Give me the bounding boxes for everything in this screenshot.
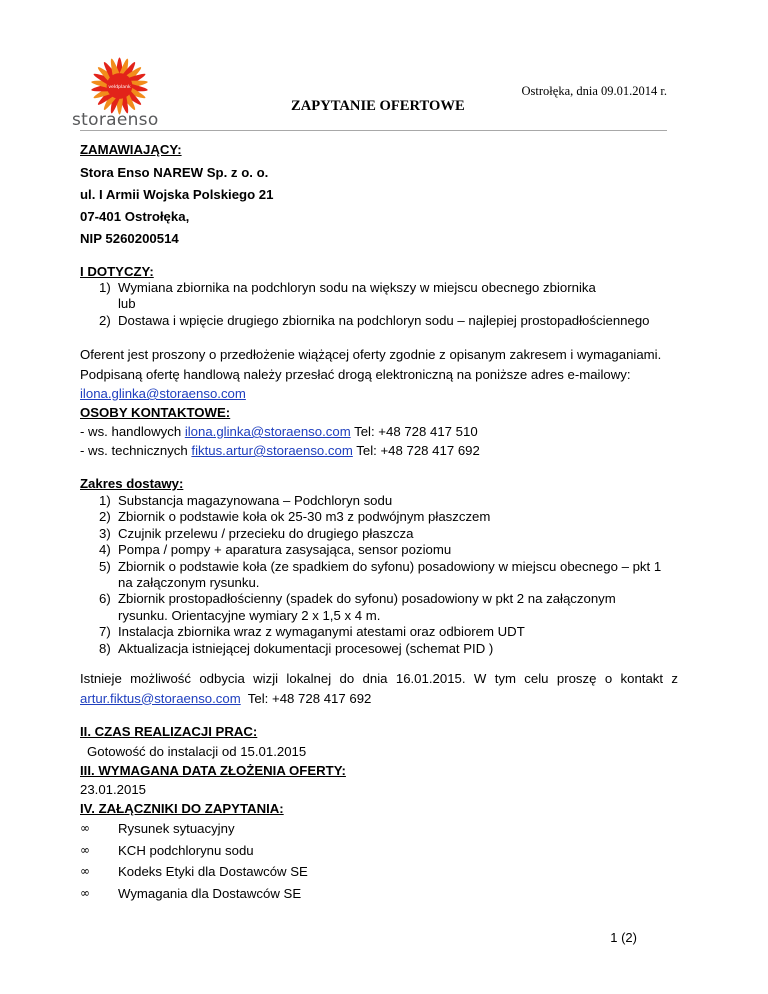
- document-title: ZAPYTANIE OFERTOWE: [291, 98, 465, 114]
- list-number: 1): [99, 493, 111, 508]
- list-number: 4): [99, 542, 111, 558]
- list-item-text: Zbiornik o podstawie koła (ze spadkiem do syfonu) posadowiony w miejscu obecnego – pkt 1: [118, 558, 662, 574]
- list-item: [80, 591, 661, 624]
- list-item-text: Zbiornik o podstawie koła ok 25-30 m3 z podwójnym płaszczem: [118, 509, 491, 525]
- bullet-icon: ∞: [80, 864, 90, 878]
- tech-email-link[interactable]: fiktus.artur@storaenso.com: [191, 443, 353, 458]
- attachment-name: Rysunek sytuacyjny: [118, 821, 235, 836]
- page-number: 1 (2): [610, 930, 637, 945]
- list-item: [80, 840, 308, 862]
- list-item: [80, 883, 308, 905]
- site-visit-paragraph: [80, 669, 678, 708]
- list-number: 8): [99, 640, 111, 656]
- attachments-heading: IV. ZAŁĄCZNIKI DO ZAPYTANIA:: [80, 801, 284, 816]
- buyer-heading: ZAMAWIAJĄCY:: [80, 142, 182, 157]
- timeline-heading: II. CZAS REALIZACJI PRAC:: [80, 724, 258, 739]
- attachments-list: [80, 818, 308, 904]
- list-number: 3): [99, 525, 111, 541]
- list-number: 7): [99, 624, 111, 640]
- list-item: [80, 818, 308, 840]
- bullet-icon: ∞: [80, 821, 90, 835]
- list-number: 2): [99, 509, 111, 525]
- site-visit-tel: Tel: +48 728 417 692: [240, 690, 372, 706]
- list-number: 6): [99, 591, 111, 607]
- or-text: lub: [118, 296, 136, 312]
- subject-list: [80, 280, 650, 329]
- list-item-text: Zbiornik prostopadłościenny (spadek do syfonu) posadowiony w pkt 2 na załączonym: [118, 591, 616, 607]
- logo-wordmark: storaenso: [72, 110, 159, 130]
- list-item-text: Substancja magazynowana – Podchloryn sodu: [118, 493, 393, 508]
- list-number: 5): [99, 558, 111, 574]
- attachment-name: Wymagania dla Dostawców SE: [118, 885, 302, 901]
- bullet-icon: ∞: [80, 842, 90, 857]
- place-date: Ostrołęka, dnia 09.01.2014 r.: [521, 84, 667, 98]
- list-item-continuation: rysunku. Orientacyjne wymiary 2 x 1,5 x 4 m.: [118, 607, 381, 623]
- contact-trade-label: - ws. handlowych: [80, 424, 185, 439]
- contact-trade: [80, 424, 478, 439]
- timeline-text: Gotowość do instalacji od 15.01.2015: [87, 744, 307, 759]
- deadline-heading: III. WYMAGANA DATA ZŁOŻENIA OFERTY:: [80, 763, 346, 778]
- list-item-text: Pompa / pompy + aparatura zasysająca, sensor poziomu: [118, 542, 452, 558]
- list-item-text: Aktualizacja istniejącej dokumentacji procesowej (schemat PID ): [118, 640, 494, 656]
- contact-tech: [80, 443, 480, 458]
- list-item: [80, 526, 661, 542]
- list-item-text: Wymiana zbiornika na podchloryn sodu na większy w miejscu obecnego zbiornika: [118, 280, 596, 295]
- contact-tech-tel: Tel: +48 728 417 692: [352, 443, 480, 458]
- list-number: 2): [99, 312, 111, 328]
- list-item-text: Instalacja zbiornika wraz z wymaganymi atestami oraz odbiorem UDT: [118, 624, 525, 640]
- trade-email-link[interactable]: ilona.glinka@storaenso.com: [184, 424, 351, 439]
- list-item: [80, 296, 650, 312]
- contact-trade-tel: Tel: +48 728 417 510: [350, 424, 478, 439]
- scope-list: [80, 493, 661, 657]
- list-item: [80, 624, 661, 640]
- list-item: [80, 280, 650, 296]
- list-item-text: Dostawa i wpięcie drugiego zbiornika na podchloryn sodu – najlepiej prostopadłościennego: [118, 312, 650, 328]
- list-item-continuation: na załączonym rysunku.: [118, 575, 260, 591]
- list-number: 1): [99, 280, 111, 295]
- list-item: [80, 493, 661, 509]
- subject-heading: I DOTYCZY:: [80, 264, 154, 279]
- list-item: [80, 313, 650, 329]
- list-item: [80, 542, 661, 558]
- intro-line-2: Podpisaną ofertę handlową należy przesłać drogą elektroniczną na poniższe adres e-mailowy:: [80, 367, 631, 382]
- site-visit-text: Istnieje możliwość odbycia wizji lokalnej do dnia 16.01.2015. W tym celu proszę o kontakt z: [80, 671, 678, 686]
- buyer-street: ul. I Armii Wojska Polskiego 21: [80, 187, 274, 202]
- bullet-icon: ∞: [80, 885, 90, 900]
- list-item: [80, 861, 308, 883]
- attachment-name: KCH podchlorynu sodu: [118, 842, 254, 858]
- deadline-date: 23.01.2015: [80, 782, 147, 797]
- buyer-city: 07-401 Ostrołęka,: [80, 209, 190, 224]
- header-divider: [80, 130, 667, 131]
- buyer-name: Stora Enso NAREW Sp. z o. o.: [80, 165, 269, 180]
- logo-small-text: veldplank: [108, 84, 131, 90]
- contacts-heading: OSOBY KONTAKTOWE:: [80, 405, 231, 420]
- list-item: [80, 641, 661, 657]
- intro-line-1: Oferent jest proszony o przedłożenie wiążącej oferty zgodnie z opisanym zakresem i wymaganiami.: [80, 347, 662, 362]
- buyer-nip: NIP 5260200514: [80, 231, 179, 246]
- offer-email-link[interactable]: ilona.glinka@storaenso.com: [80, 386, 246, 401]
- visit-email-link[interactable]: artur.fiktus@storaenso.com: [80, 690, 241, 706]
- attachment-name: Kodeks Etyki dla Dostawców SE: [118, 864, 308, 879]
- list-item-text: Czujnik przelewu / przecieku do drugiego płaszcza: [118, 525, 414, 541]
- scope-heading: Zakres dostawy:: [80, 476, 184, 491]
- list-item: [80, 559, 661, 592]
- contact-tech-label: - ws. technicznych: [80, 443, 192, 458]
- list-item: [80, 509, 661, 525]
